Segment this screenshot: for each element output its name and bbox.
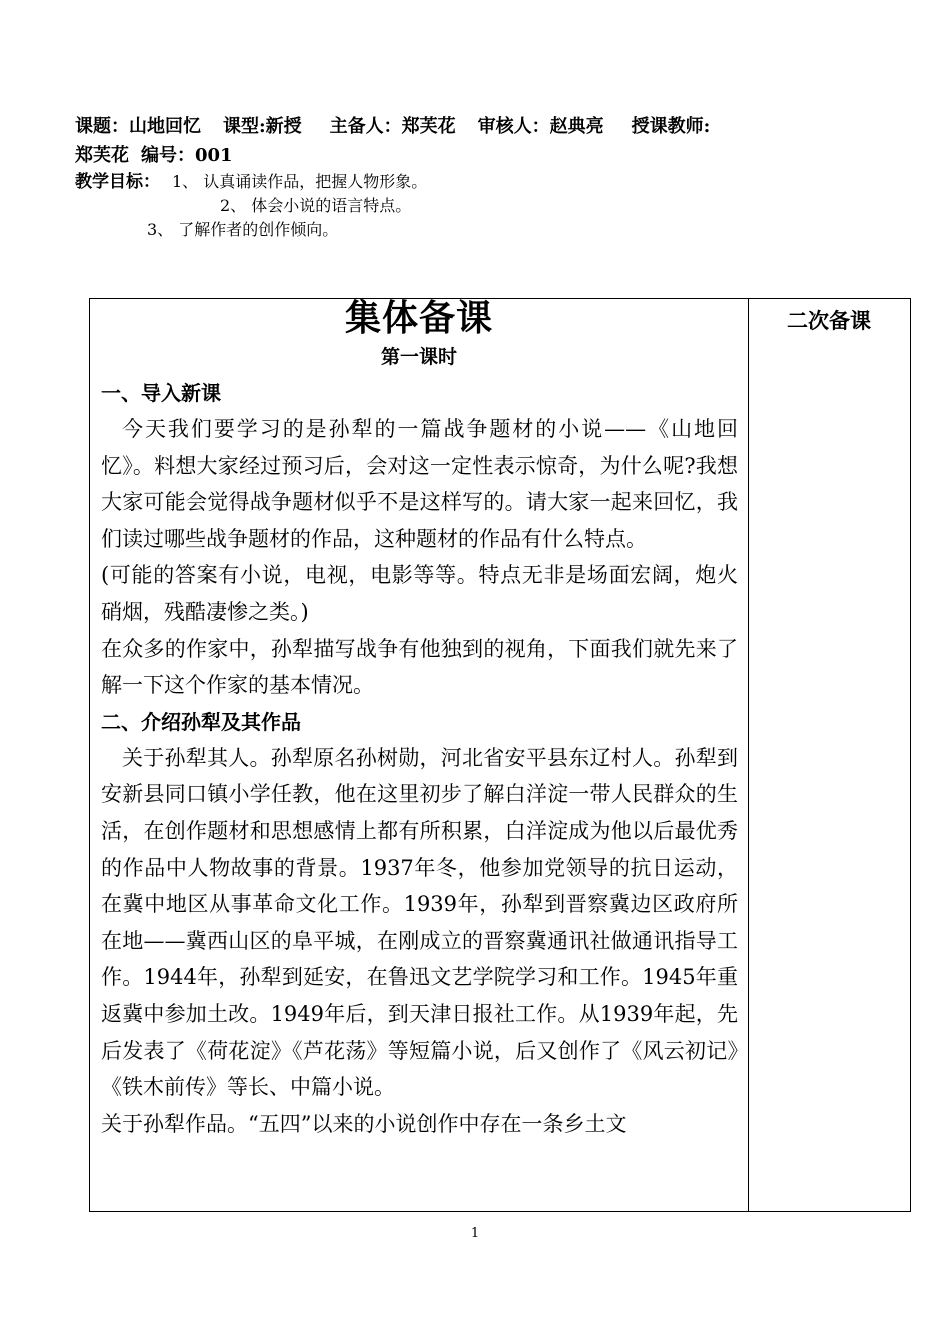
topic-label: 课题：: [75, 116, 129, 137]
collective-prep-title: 集体备课: [344, 299, 493, 339]
paragraph: (可能的答案有小说，电视，电影等等。特点无非是场面宏阔，炮火硝烟，残酷凄惨之类。): [101, 563, 738, 624]
preparer-label: 主备人：: [329, 116, 402, 137]
collective-prep-column: [90, 299, 749, 1211]
secondary-prep-title: 二次备课: [787, 309, 871, 333]
teacher-label: 授课教师:: [631, 116, 711, 137]
lesson-header: [75, 112, 915, 170]
topic-value: 山地回忆: [129, 116, 201, 137]
reviewer-value: 赵典亮: [549, 116, 604, 137]
lesson-plan-table: [89, 298, 911, 1212]
lesson-content: [90, 375, 748, 1142]
section-heading: 一、导入新课: [101, 381, 221, 405]
objective-item: 2、 体会小说的语言特点。: [220, 196, 412, 215]
number-value: 001: [195, 145, 233, 166]
objective-item: 1、 认真诵读作品，把握人物形象。: [172, 172, 428, 191]
secondary-prep-column: [749, 299, 909, 1211]
page-number: 1: [470, 1226, 480, 1241]
objectives-label: 教学目标：: [75, 172, 160, 192]
paragraph: 在众多的作家中，孙犁描写战争有他独到的视角，下面我们就先来了解一下这个作家的基本情况。: [101, 636, 738, 698]
type-label: 课型:: [223, 116, 266, 137]
teaching-objectives: [75, 170, 915, 242]
lesson-period-title: 第一课时: [380, 346, 457, 368]
paragraph: 今天我们要学习的是孙犁的一篇战争题材的小说——《山地回忆》。料想大家经过预习后，会对这一定性表示惊奇，为什么呢?我想大家可能会觉得战争题材似乎不是这样写的。请大家一起来回忆，我们读过哪些战争题材的作品，这种题材的作品有什么特点。: [101, 417, 738, 551]
section-heading: 二、介绍孙犁及其作品: [101, 709, 301, 734]
reviewer-label: 审核人：: [477, 116, 550, 137]
paragraph: 关于孙犁其人。孙犁原名孙树勋，河北省安平县东辽村人。孙犁到安新县同口镇小学任教，他在这里初步了解白洋淀一带人民群众的生活，在创作题材和思想感情上都有所积累，白洋淀成为他以后最优秀的作品中人物故事的背景。1937年冬，他参加党领导的抗日运动，在冀中地区从事革命文化工作。1939年，孙犁到晋察冀边区政府所在地——冀西山区的阜平城，在刚成立的晋察冀通讯社做通讯指导工作。1944年，孙犁到延安，在鲁迅文艺学院学习和工作。1945年重返冀中参加土改。1949年后，到天津日报社工作。从1939年起，先后发表了《荷花淀》《芦花荡》等短篇小说，后又创作了《风云初记》《铁木前传》等长、中篇小说。: [101, 745, 738, 1100]
type-value: 新授: [265, 116, 302, 137]
paragraph: 关于孙犁作品。“五四”以来的小说创作中存在一条乡土文: [101, 1111, 627, 1136]
number-label: 编号：: [141, 145, 195, 166]
teacher-value: 郑芙花: [75, 145, 129, 166]
preparer-value: 郑芙花: [401, 116, 456, 137]
objective-item: 3、 了解作者的创作倾向。: [147, 220, 339, 239]
